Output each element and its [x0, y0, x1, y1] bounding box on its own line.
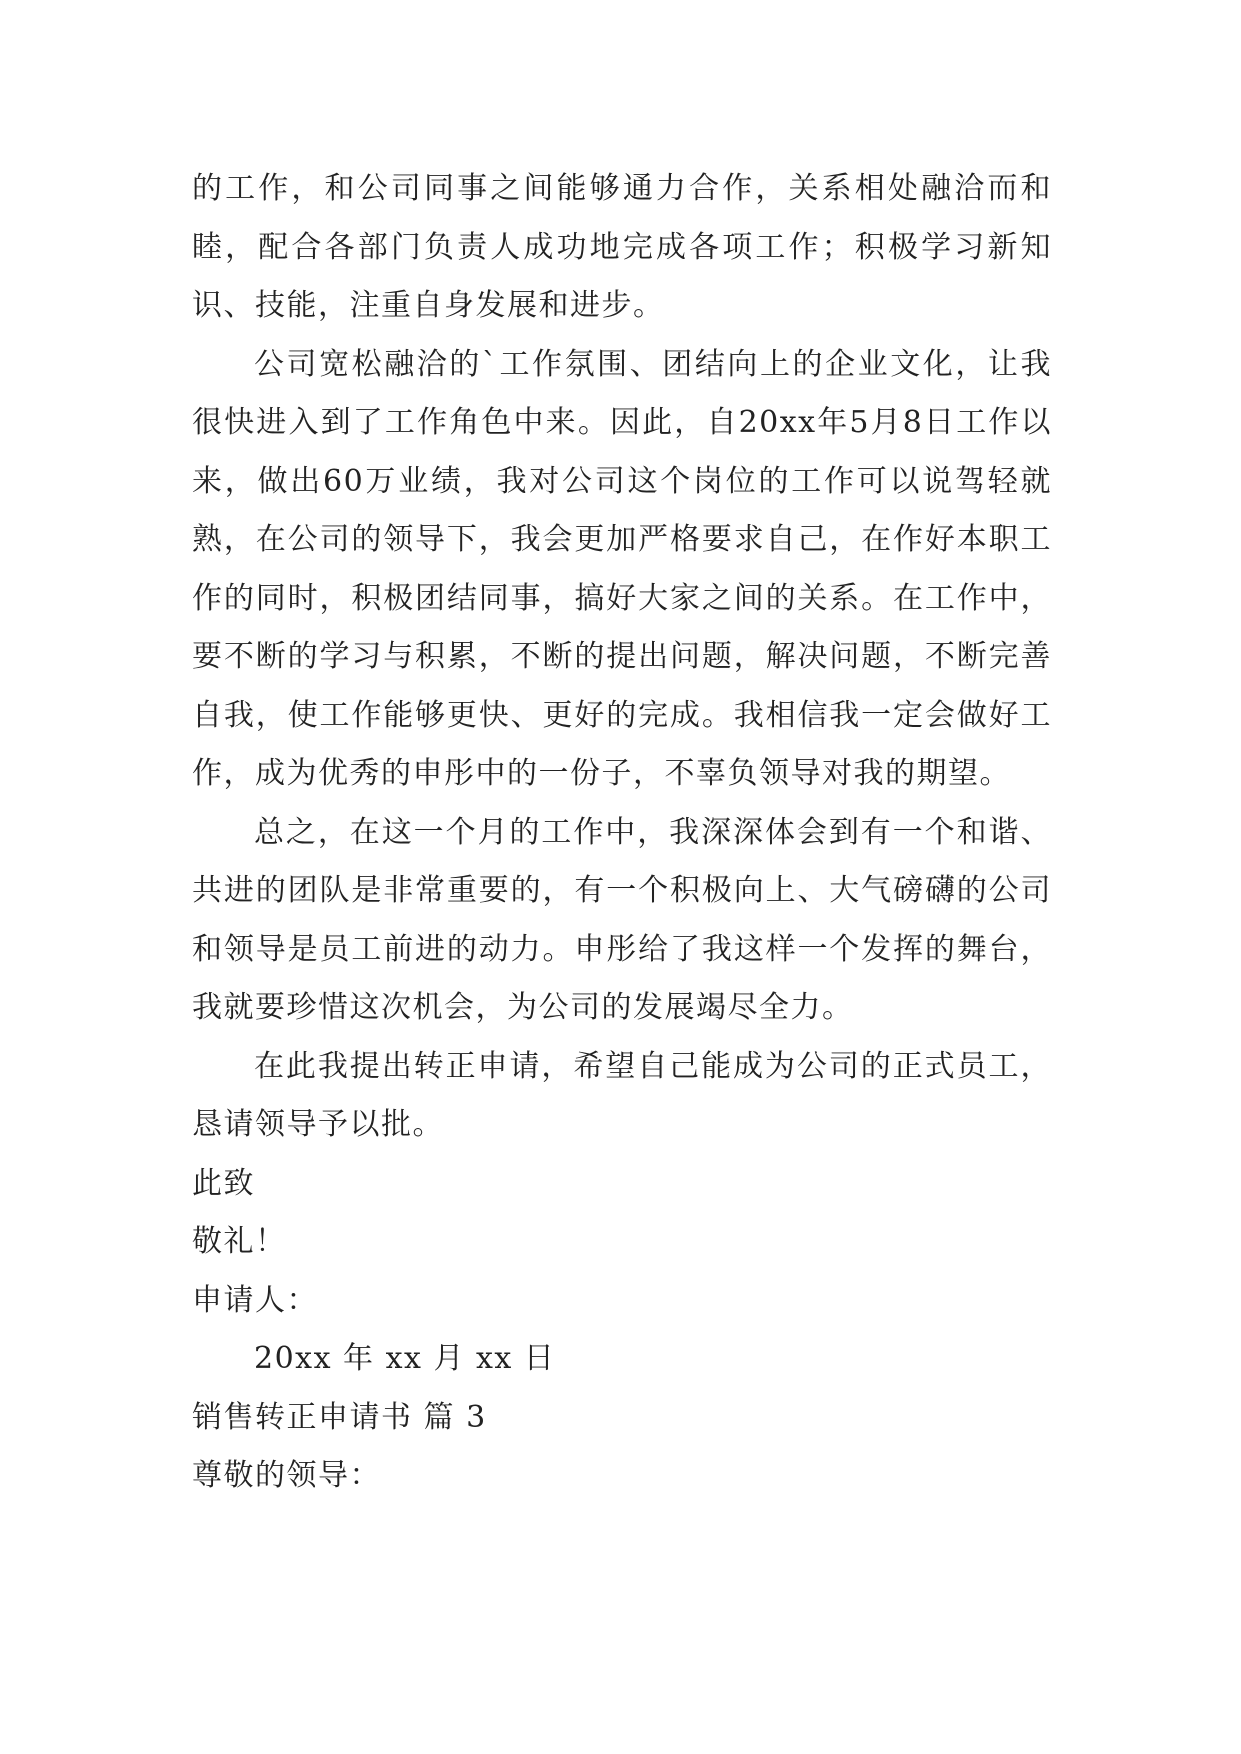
paragraph-4: 在此我提出转正申请，希望自己能成为公司的正式员工，恳请领导予以批。 [192, 1048, 1052, 1142]
paragraph-3: 总之，在这一个月的工作中，我深深体会到有一个和谐、共进的团队是非常重要的，有一个积极向上、大气磅礴的公司和领导是员工前进的动力。申彤给了我这样一个发挥的舞台，我就要珍惜这次机会，为公司的发展竭尽全力。 [192, 814, 1052, 1025]
next-greeting: 尊敬的领导： [192, 1458, 381, 1493]
applicant-label: 申请人： [192, 1282, 318, 1318]
salutation-line: 敬礼！ [192, 1224, 287, 1259]
paragraph-2: 公司宽松融洽的`工作氛围、团结向上的企业文化，让我很快进入到了工作角色中来。因此，自20xx年5月8日工作以来，做出60万业绩，我对公司这个岗位的工作可以说驾轻就熟，在公司的领导下，我会更加严格要求自己，在作好本职工作的同时，积极团结同事，搞好大家之间的关系。在工作中，要不断的学习与积累，不断的提出问题，解决问题，不断完善自我，使工作能够更快、更好的完成。我相信我一定会做好工作，成为优秀的申彤中的一份子，不辜负领导对我的期望。 [192, 346, 1052, 791]
paragraph-1: 的工作，和公司同事之间能够通力合作，关系相处融洽而和睦，配合各部门负责人成功地完成各项工作；积极学习新知识、技能，注重自身发展和进步。 [192, 171, 1052, 323]
closing-line: 此致 [192, 1165, 255, 1201]
next-section-title: 销售转正申请书 篇 3 [192, 1399, 487, 1435]
date-line: 20xx 年 xx 月 xx 日 [254, 1341, 556, 1376]
document-body [192, 160, 1052, 1506]
